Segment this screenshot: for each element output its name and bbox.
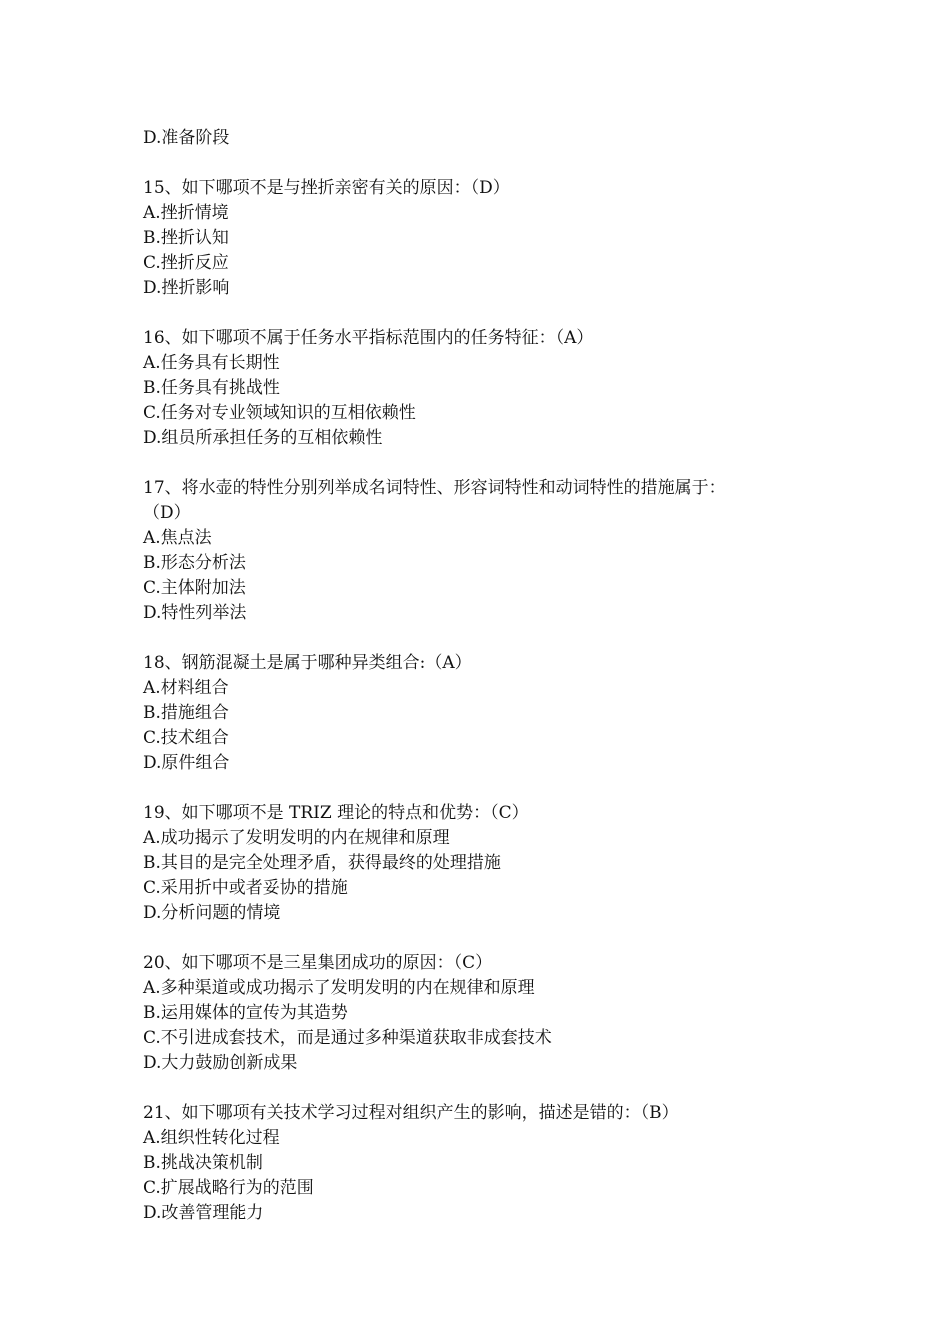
question-18 [143,651,823,776]
option-a: A.多种渠道或成功揭示了发明发明的内在规律和原理 [143,978,535,998]
option-b: B.挫折认知 [143,228,229,248]
question-stem: 19、如下哪项不是 TRIZ 理论的特点和优势：（C） [143,803,529,823]
option-d: D.组员所承担任务的互相依赖性 [143,428,383,448]
option-a: A.任务具有长期性 [143,353,280,373]
question-stem: 18、钢筋混凝土是属于哪种异类组合:（A） [143,653,472,673]
option-b: B.其目的是完全处理矛盾，获得最终的处理措施 [143,853,501,873]
option-a: A.挫折情境 [143,203,229,223]
leading-option: D.准备阶段 [143,128,230,148]
question-15 [143,176,823,301]
option-d: D.特性列举法 [143,603,247,623]
option-b: B.运用媒体的宣传为其造势 [143,1003,348,1023]
spacer [143,301,823,326]
spacer [143,926,823,951]
question-stem: 20、如下哪项不是三星集团成功的原因：（C） [143,953,493,973]
spacer [143,626,823,651]
question-stem: 21、如下哪项有关技术学习过程对组织产生的影响，描述是错的：（B） [143,1103,679,1123]
option-c: C.挫折反应 [143,253,229,273]
option-c: C.采用折中或者妥协的措施 [143,878,348,898]
option-a: A.成功揭示了发明发明的内在规律和原理 [143,828,450,848]
spacer [143,451,823,476]
question-stem: 15、如下哪项不是与挫折亲密有关的原因：（D） [143,178,510,198]
question-19 [143,801,823,926]
question-stem: 17、将水壶的特性分别列举成名词特性、形容词特性和动词特性的措施属于： [143,478,726,498]
option-c: C.不引进成套技术，而是通过多种渠道获取非成套技术 [143,1028,552,1048]
option-b: B.任务具有挑战性 [143,378,280,398]
option-c: C.技术组合 [143,728,229,748]
question-17 [143,476,823,626]
question-21 [143,1101,823,1226]
option-c: C.任务对专业领域知识的互相依赖性 [143,403,416,423]
spacer [143,776,823,801]
option-b: B.挑战决策机制 [143,1153,263,1173]
option-a: A.焦点法 [143,528,212,548]
option-a: A.材料组合 [143,678,229,698]
option-d: D.挫折影响 [143,278,230,298]
question-16 [143,326,823,451]
question-20 [143,951,823,1076]
option-d: D.改善管理能力 [143,1203,264,1223]
question-stem-continued: （D） [143,503,191,523]
option-d: D.原件组合 [143,753,230,773]
option-d: D.分析问题的情境 [143,903,281,923]
option-d: D.大力鼓励创新成果 [143,1053,298,1073]
option-a: A.组织性转化过程 [143,1128,280,1148]
option-c: C.主体附加法 [143,578,246,598]
question-stem: 16、如下哪项不属于任务水平指标范围内的任务特征：（A） [143,328,594,348]
option-b: B.措施组合 [143,703,229,723]
option-b: B.形态分析法 [143,553,246,573]
spacer [143,151,823,176]
option-c: C.扩展战略行为的范围 [143,1178,314,1198]
spacer [143,1076,823,1101]
document-page [143,126,823,1226]
